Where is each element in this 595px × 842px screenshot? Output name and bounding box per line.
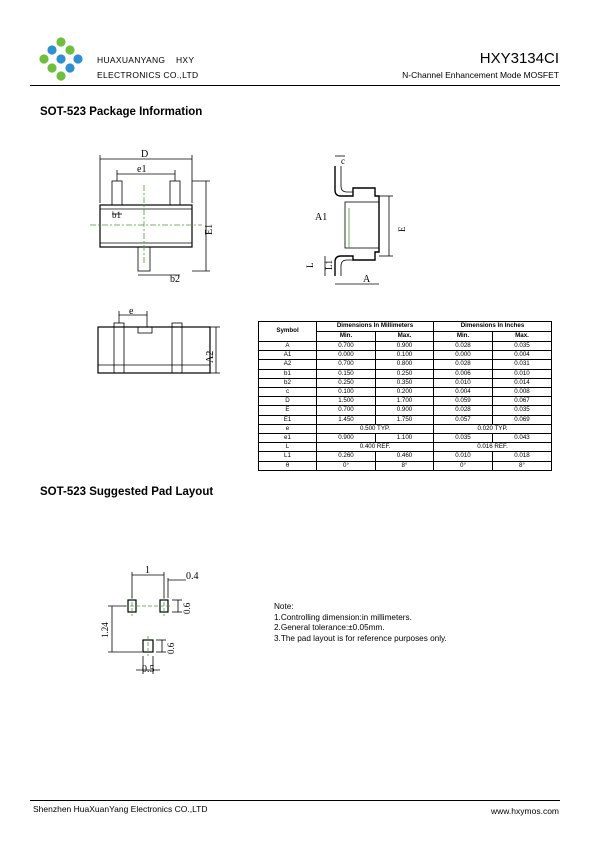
package-section-title: SOT-523 Package Information xyxy=(40,106,203,118)
logo-dot xyxy=(47,63,56,72)
dim-label-b2: b2 xyxy=(170,274,180,285)
cell-in-max: 0.035 xyxy=(493,406,552,415)
cell-in-max: 0.067 xyxy=(493,397,552,406)
footer-website[interactable]: www.hxymos.com xyxy=(490,806,559,816)
table-row xyxy=(259,342,552,351)
table-row xyxy=(259,406,552,415)
dim-label-A1: A1 xyxy=(315,212,328,223)
cell-in-max: 0.008 xyxy=(493,388,552,397)
note-item-1: 1.Controlling dimension:in millimeters. xyxy=(274,612,412,622)
cell-in-min: 0.004 xyxy=(434,388,493,397)
cell-in-max: 0.004 xyxy=(493,351,552,360)
pad-section-title: SOT-523 Suggested Pad Layout xyxy=(40,486,214,498)
cell-mm-max: 0.460 xyxy=(376,452,434,461)
cell-mm-min: 0° xyxy=(317,461,376,470)
dim-label-e1: e1 xyxy=(137,164,147,175)
cell-in-span: 0.020 TYP. xyxy=(434,424,552,433)
cell-mm-min: 0.700 xyxy=(317,360,376,369)
cell-mm-min: 0.260 xyxy=(317,452,376,461)
table-row xyxy=(259,397,552,406)
cell-mm-max: 0.250 xyxy=(376,369,434,378)
cell-in-max: 0.018 xyxy=(493,452,552,461)
cell-symbol: e1 xyxy=(259,434,317,443)
cell-mm-max: 0.800 xyxy=(376,360,434,369)
cell-in-min: 0.010 xyxy=(434,452,493,461)
cell-mm-max: 0.900 xyxy=(376,342,434,351)
table-row xyxy=(259,360,552,369)
dim-label-A: A xyxy=(363,274,371,285)
cell-in-min: 0.028 xyxy=(434,360,493,369)
cell-mm-span: 0.500 TYP. xyxy=(317,424,434,433)
part-number: HXY3134CI xyxy=(479,50,559,67)
dimensions-table xyxy=(258,321,552,471)
dim-label-L: L xyxy=(305,262,315,268)
cell-mm-min: 1.500 xyxy=(317,397,376,406)
cell-in-max: 0.069 xyxy=(493,415,552,424)
company-logo xyxy=(38,36,84,82)
cell-symbol: L xyxy=(259,443,317,452)
pad-dim-height-bottom: 0.6 xyxy=(166,642,176,654)
cell-mm-max: 0.350 xyxy=(376,378,434,387)
cell-symbol: A2 xyxy=(259,360,317,369)
cell-in-min: 0.057 xyxy=(434,415,493,424)
logo-dot xyxy=(65,45,74,54)
cell-mm-min: 0.700 xyxy=(317,342,376,351)
cell-mm-min: 0.100 xyxy=(317,388,376,397)
header-mm: Dimensions In Millimeters xyxy=(317,322,434,332)
cell-in-max: 0.010 xyxy=(493,369,552,378)
table-row xyxy=(259,434,552,443)
cell-in-max: 8° xyxy=(493,461,552,470)
cell-in-max: 0.031 xyxy=(493,360,552,369)
header-mm-max: Max. xyxy=(376,332,434,342)
notes-title: Note: xyxy=(274,602,294,611)
cell-in-min: 0° xyxy=(434,461,493,470)
footer-company: Shenzhen HuaXuanYang Electronics CO.,LTD xyxy=(33,804,208,814)
cell-symbol: b1 xyxy=(259,369,317,378)
cell-mm-min: 0.250 xyxy=(317,378,376,387)
cell-symbol: A1 xyxy=(259,351,317,360)
cell-symbol: A xyxy=(259,342,317,351)
notes-block xyxy=(274,602,447,644)
cell-in-min: 0.010 xyxy=(434,378,493,387)
table-row xyxy=(259,424,552,433)
dim-label-L1: L1 xyxy=(324,260,334,270)
cell-mm-max: 1.750 xyxy=(376,415,434,424)
header-divider xyxy=(30,85,560,86)
header-in-min: Min. xyxy=(434,332,493,342)
logo-dot xyxy=(65,63,74,72)
cell-symbol: c xyxy=(259,388,317,397)
cell-mm-min: 1.450 xyxy=(317,415,376,424)
cell-in-max: 0.014 xyxy=(493,378,552,387)
cell-in-span: 0.016 REF. xyxy=(434,443,552,452)
header-inch: Dimensions In Inches xyxy=(434,322,552,332)
note-item-2: 2.General tolerance:±0.05mm. xyxy=(274,623,385,632)
table-row xyxy=(259,351,552,360)
dim-label-E1: E1 xyxy=(204,223,215,235)
dim-label-E: E xyxy=(397,226,407,232)
cell-symbol: θ xyxy=(259,461,317,470)
cell-mm-span: 0.400 REF. xyxy=(317,443,434,452)
table-row xyxy=(259,443,552,452)
cell-mm-max: 1.700 xyxy=(376,397,434,406)
table-row xyxy=(259,461,552,470)
logo-dot xyxy=(73,54,82,63)
cell-mm-min: 0.700 xyxy=(317,406,376,415)
table-row xyxy=(259,415,552,424)
cell-mm-max: 0.100 xyxy=(376,351,434,360)
package-side-view xyxy=(305,148,415,288)
cell-in-min: 0.028 xyxy=(434,342,493,351)
cell-mm-min: 0.900 xyxy=(317,434,376,443)
note-item-3: 3.The pad layout is for reference purposes only. xyxy=(274,633,447,643)
cell-in-min: 0.006 xyxy=(434,369,493,378)
pad-dim-height-top: 0.6 xyxy=(182,602,192,614)
package-top-view xyxy=(90,145,215,285)
cell-mm-max: 0.900 xyxy=(376,406,434,415)
pad-dim-width-top: 0.4 xyxy=(186,571,199,582)
table-row xyxy=(259,369,552,378)
cell-symbol: E xyxy=(259,406,317,415)
footer-divider xyxy=(30,800,560,801)
cell-symbol: e xyxy=(259,424,317,433)
table-row xyxy=(259,452,552,461)
company-name xyxy=(97,53,198,83)
cell-in-min: 0.028 xyxy=(434,406,493,415)
dim-label-c: c xyxy=(341,156,345,166)
header-symbol: Symbol xyxy=(259,322,317,342)
cell-in-min: 0.035 xyxy=(434,434,493,443)
logo-dot xyxy=(39,54,48,63)
cell-symbol: D xyxy=(259,397,317,406)
dim-label-D: D xyxy=(141,149,149,160)
cell-mm-min: 0.000 xyxy=(317,351,376,360)
header-in-max: Max. xyxy=(493,332,552,342)
pad-dim-width-bottom: 0.5 xyxy=(142,664,155,675)
pad-dim-total-height: 1.24 xyxy=(100,622,110,638)
cell-in-min: 0.000 xyxy=(434,351,493,360)
cell-in-max: 0.035 xyxy=(493,342,552,351)
cell-symbol: L1 xyxy=(259,452,317,461)
cell-mm-max: 8° xyxy=(376,461,434,470)
dim-label-b1: b1 xyxy=(112,210,121,220)
dim-label-A2: A2 xyxy=(205,350,216,363)
cell-symbol: E1 xyxy=(259,415,317,424)
package-front-view xyxy=(92,305,222,385)
cell-mm-min: 0.150 xyxy=(317,369,376,378)
table-row xyxy=(259,378,552,387)
cell-in-max: 0.043 xyxy=(493,434,552,443)
cell-in-min: 0.059 xyxy=(434,397,493,406)
logo-dot xyxy=(56,37,65,46)
pad-layout-drawing xyxy=(98,562,213,680)
company-name-line2: ELECTRONICS CO.,LTD xyxy=(97,70,199,80)
logo-dot xyxy=(56,54,65,63)
header-mm-min: Min. xyxy=(317,332,376,342)
company-name-line1: HUAXUANYANG HXY xyxy=(97,55,195,65)
cell-mm-max: 0.200 xyxy=(376,388,434,397)
pad-dim-pitch: 1 xyxy=(145,565,150,576)
cell-mm-max: 1.100 xyxy=(376,434,434,443)
dim-label-e: e xyxy=(129,306,134,317)
table-row xyxy=(259,388,552,397)
logo-dot xyxy=(47,45,56,54)
cell-symbol: b2 xyxy=(259,378,317,387)
part-description: N-Channel Enhancement Mode MOSFET xyxy=(402,70,559,80)
logo-dot xyxy=(56,71,65,80)
